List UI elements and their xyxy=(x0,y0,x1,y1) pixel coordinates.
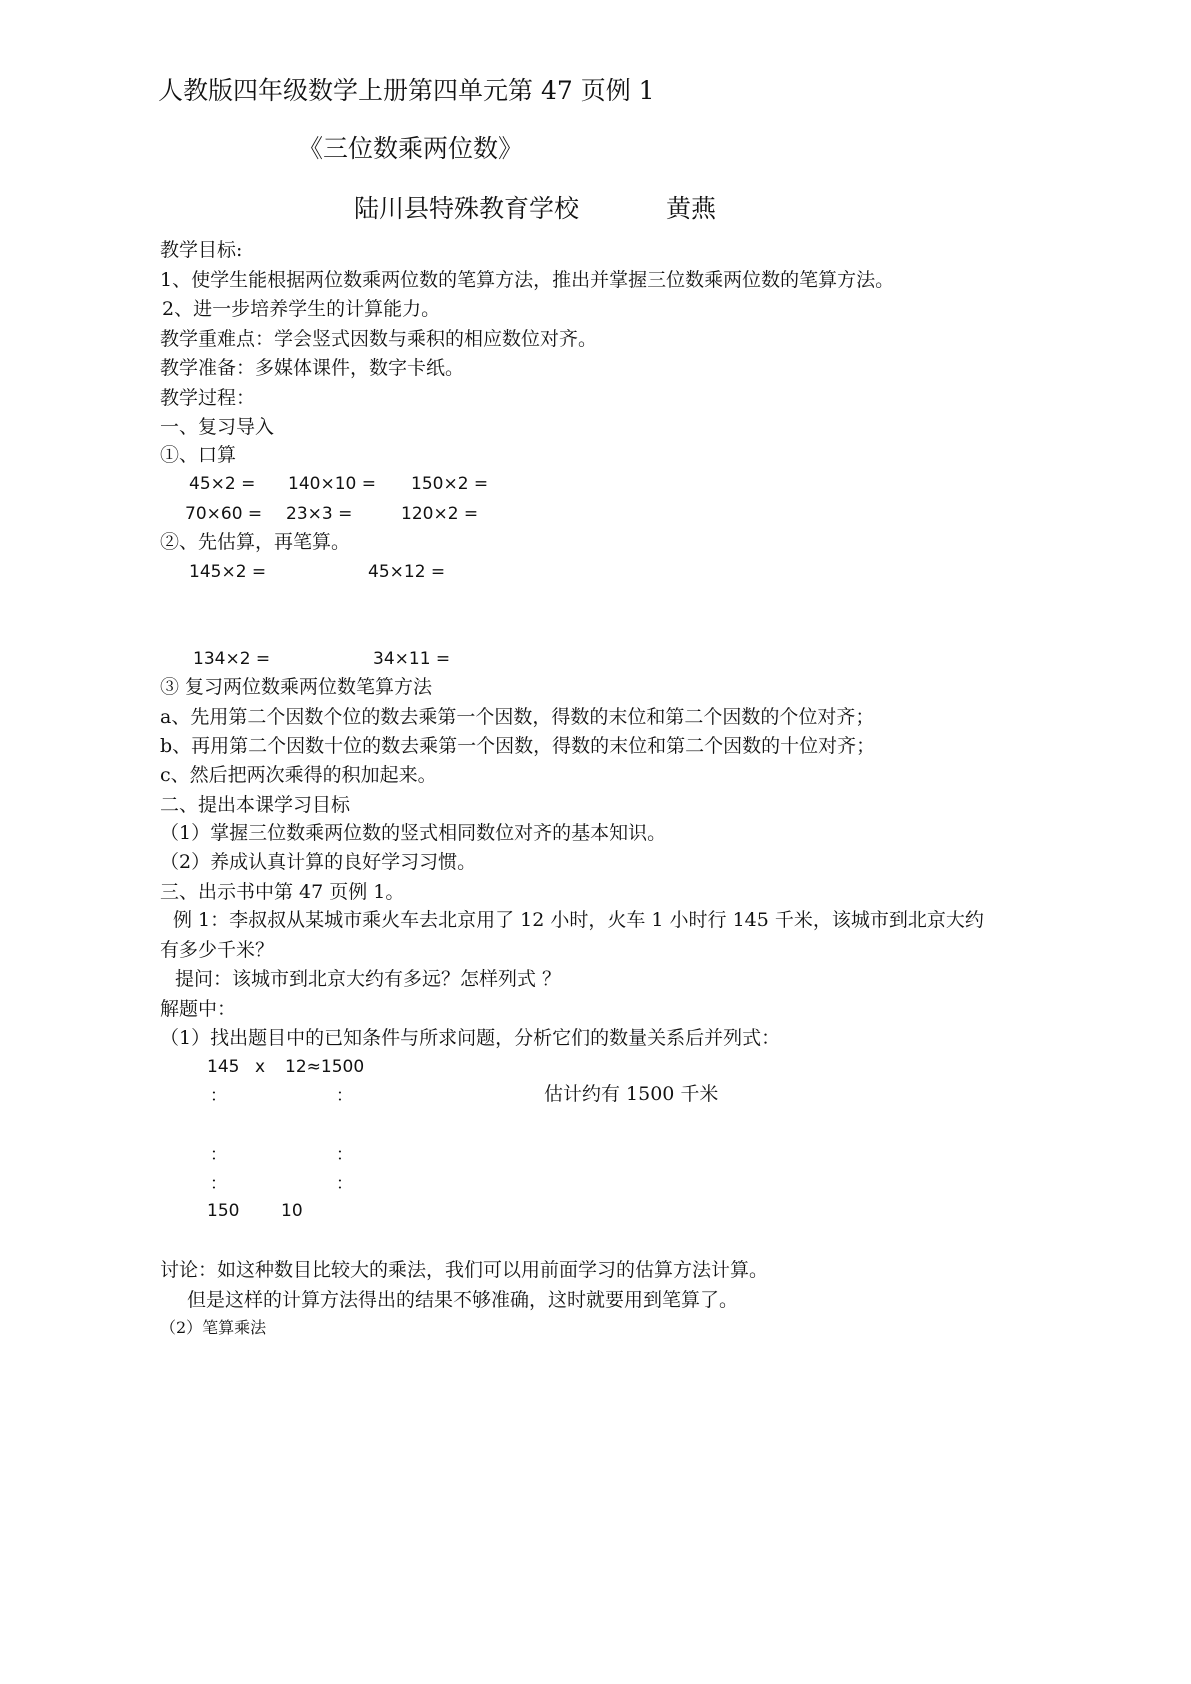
calc-factor-a: 145 xyxy=(207,1057,240,1077)
school-name: 陆川县特殊教育学校 xyxy=(354,194,580,223)
estimate-note: 估计约有 1500 千米 xyxy=(544,1083,719,1105)
question: 提问：该城市到北京大约有多远？怎样列式 ？ xyxy=(175,968,562,990)
target-2: （2）养成认真计算的良好学习习惯。 xyxy=(160,851,477,873)
estimate-item: 134×2 = xyxy=(193,649,271,669)
dotted-connector: ： xyxy=(336,1174,353,1194)
example-text: 例 1：李叔叔从某城市乘火车去北京用了 12 小时，火车 1 小时行 145 千米，该城市到北京大约 xyxy=(173,909,984,931)
document-heading: 人教版四年级数学上册第四单元第 47 页例 1 xyxy=(158,76,655,105)
oral-item: 120×2 = xyxy=(401,504,479,524)
calc-factor-b: 12≈1500 xyxy=(285,1057,365,1077)
dotted-connector: ： xyxy=(336,1086,353,1106)
oral-item: 140×10 = xyxy=(288,474,376,494)
oral-item: 45×2 = xyxy=(189,474,256,494)
rounded-b: 10 xyxy=(281,1201,303,1221)
analysis-text: （1）找出题目中的已知条件与所求问题，分析它们的数量关系后并列式： xyxy=(160,1027,781,1049)
goals-title: 教学目标: xyxy=(160,239,243,261)
dotted-connector: ： xyxy=(210,1086,227,1106)
author-name: 黄燕 xyxy=(666,194,717,223)
discussion: 讨论：如这种数目比较大的乘法，我们可以用前面学习的估算方法计算。 xyxy=(160,1259,769,1281)
discussion-continued: 但是这样的计算方法得出的结果不够准确，这时就要用到笔算了。 xyxy=(187,1289,739,1311)
review-title: ③ 复习两位数乘两位数笔算方法 xyxy=(160,676,433,698)
calc-operator: x xyxy=(255,1057,266,1077)
estimate-item: 45×12 = xyxy=(368,562,446,582)
step-a: a、先用第二个因数个位的数去乘第一个因数，得数的末位和第二个因数的个位对齐； xyxy=(160,706,875,728)
example-text-continued: 有多少千米？ xyxy=(160,939,275,961)
section-2-title: 二、提出本课学习目标 xyxy=(160,794,351,816)
step-b: b、再用第二个因数十位的数去乘第一个因数，得数的末位和第二个因数的十位对齐； xyxy=(160,735,876,757)
process-title: 教学过程： xyxy=(160,387,256,409)
oral-calc-title: ①、口算 xyxy=(160,444,237,466)
dotted-connector: ： xyxy=(210,1174,227,1194)
section-1-title: 一、复习导入 xyxy=(160,416,275,438)
target-1: （1）掌握三位数乘两位数的竖式相同数位对齐的基本知识。 xyxy=(160,822,667,844)
section-3-title: 三、出示书中第 47 页例 1。 xyxy=(160,881,405,903)
goal-1: 1、使学生能根据两位数乘两位数的笔算方法，推出并掌握三位数乘两位数的笔算方法。 xyxy=(160,269,895,291)
dotted-connector: ： xyxy=(336,1145,353,1165)
preparation: 教学准备：多媒体课件，数字卡纸。 xyxy=(160,357,465,379)
key-points: 教学重难点：学会竖式因数与乘积的相应数位对齐。 xyxy=(160,328,598,350)
solve-title: 解题中： xyxy=(160,998,237,1020)
estimate-item: 145×2 = xyxy=(189,562,267,582)
estimate-title: ②、先估算，再笔算。 xyxy=(160,531,351,553)
oral-item: 150×2 = xyxy=(411,474,489,494)
step-c: c、然后把两次乘得的积加起来。 xyxy=(160,764,437,786)
oral-item: 70×60 = xyxy=(185,504,263,524)
written-calc-title: （2）笔算乘法 xyxy=(160,1318,267,1337)
estimate-item: 34×11 = xyxy=(373,649,451,669)
goal-2: 2、进一步培养学生的计算能力。 xyxy=(162,298,441,320)
dotted-connector: ： xyxy=(210,1145,227,1165)
rounded-a: 150 xyxy=(207,1201,240,1221)
oral-item: 23×3 = xyxy=(286,504,353,524)
lesson-title: 《三位数乘两位数》 xyxy=(298,134,524,163)
